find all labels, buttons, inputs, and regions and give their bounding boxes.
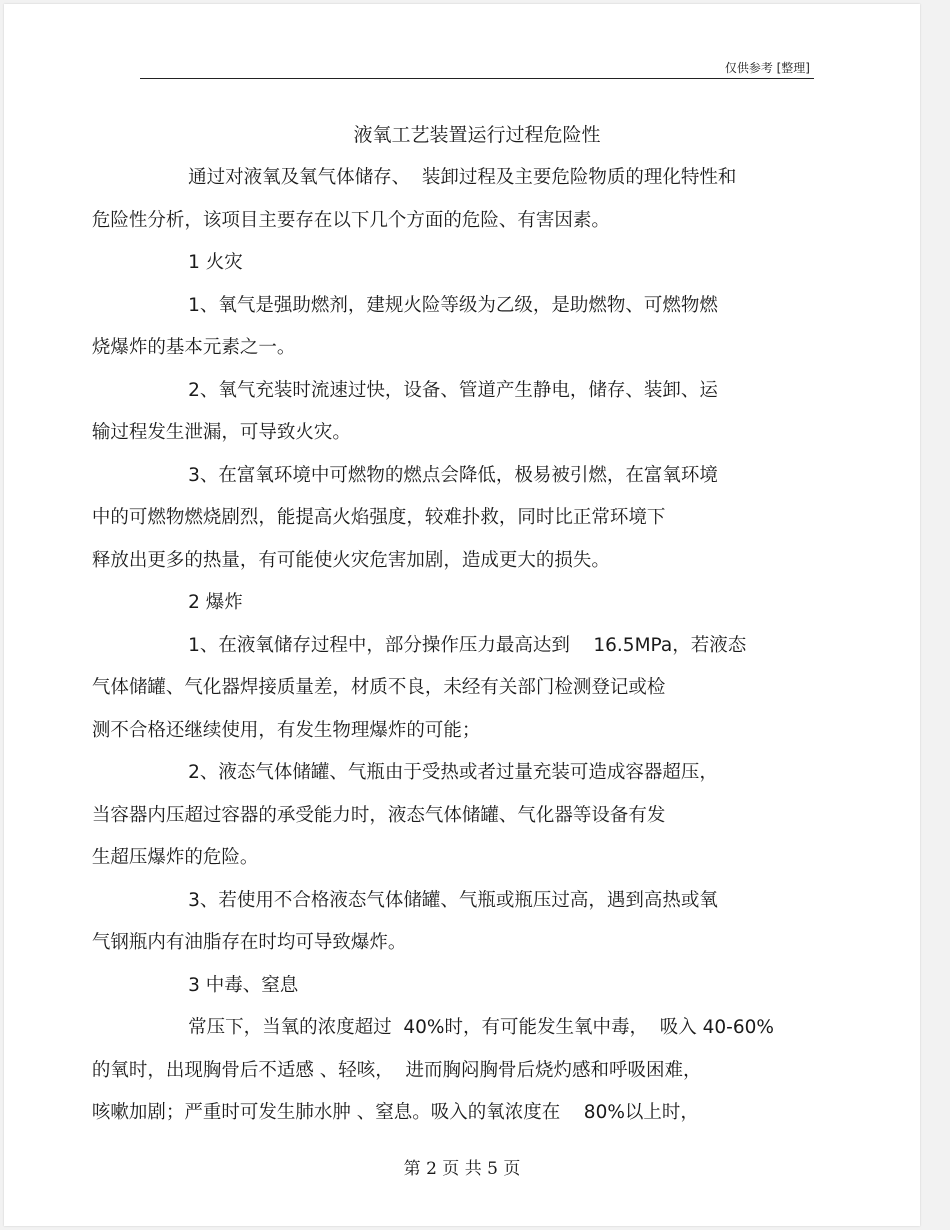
text-line: 1 火灾 (188, 252, 243, 273)
text-line: 通过对液氧及氧气体储存、 装卸过程及主要危险物质的理化特性和 (188, 167, 737, 188)
text-line: 1、氧气是强助燃剂，建规火险等级为乙级，是助燃物、可燃物燃 (188, 294, 718, 316)
text-line: 当容器内压超过容器的承受能力时，液态气体储罐、气化器等设备有发 (91, 804, 666, 826)
paragraph (140, 582, 826, 625)
text-line: 气钢瓶内有油脂存在时均可导致爆炸。 (91, 932, 407, 953)
text-line: 1、在液氧储存过程中，部分操作压力最高达到 16.5MPa，若液态 (188, 634, 747, 656)
text-line: 烧爆炸的基本元素之一。 (91, 337, 296, 358)
text-line: 中的可燃物燃烧剧烈，能提高火焰强度，较难扑救，同时比正常环境下 (91, 507, 666, 528)
paragraph (140, 242, 826, 285)
text-line: 2、液态气体储罐、气瓶由于受热或者过量充装可造成容器超压， (188, 762, 718, 783)
paragraph (91, 285, 826, 370)
paragraph (91, 1007, 826, 1135)
paragraph (91, 625, 826, 753)
header-note: 仅供参考 [整理] (724, 61, 810, 75)
text-line: 常压下，当氧的浓度超过 40%时，有可能发生氧中毒， 吸入 40-60% (188, 1017, 774, 1038)
text-line: 2、氧气充装时流速过快，设备、管道产生静电，储存、装卸、运 (188, 379, 718, 401)
text-line: 生超压爆炸的危险。 (91, 847, 259, 868)
document-body (91, 157, 826, 1135)
text-line: 释放出更多的热量，有可能使火灾危害加剧，造成更大的损失。 (91, 549, 610, 571)
paragraph (91, 880, 826, 965)
text-line: 的氧时，出现胸骨后不适感 、轻咳， 进而胸闷胸骨后烧灼感和呼吸困难， (91, 1059, 702, 1081)
text-line: 2 爆炸 (188, 592, 243, 613)
document-page (4, 4, 920, 1226)
text-line: 测不合格还继续使用，有发生物理爆炸的可能； (91, 719, 481, 741)
text-line: 3 中毒、窒息 (188, 974, 299, 996)
paragraph (140, 965, 826, 1008)
page-number: 第 2 页 共 5 页 (403, 1159, 521, 1179)
text-line: 3、若使用不合格液态气体储罐、气瓶或瓶压过高，遇到高热或氧 (188, 889, 718, 911)
text-line: 气体储罐、气化器焊接质量差，材质不良，未经有关部门检测登记或检 (91, 677, 666, 698)
paragraph (91, 455, 826, 583)
text-line: 3、在富氧环境中可燃物的燃点会降低，极易被引燃，在富氧环境 (188, 464, 718, 486)
paragraph (91, 370, 826, 455)
paragraph (91, 752, 826, 880)
paragraph (91, 157, 826, 242)
document-title: 液氧工艺装置运行过程危险性 (353, 124, 601, 146)
text-line: 咳嗽加剧；严重时可发生肺水肿 、窒息。吸入的氧浓度在 80%以上时， (91, 1102, 699, 1123)
header-divider (140, 78, 814, 79)
text-line: 危险性分析，该项目主要存在以下几个方面的危险、有害因素。 (91, 209, 610, 231)
text-line: 输过程发生泄漏，可导致火灾。 (91, 422, 351, 443)
